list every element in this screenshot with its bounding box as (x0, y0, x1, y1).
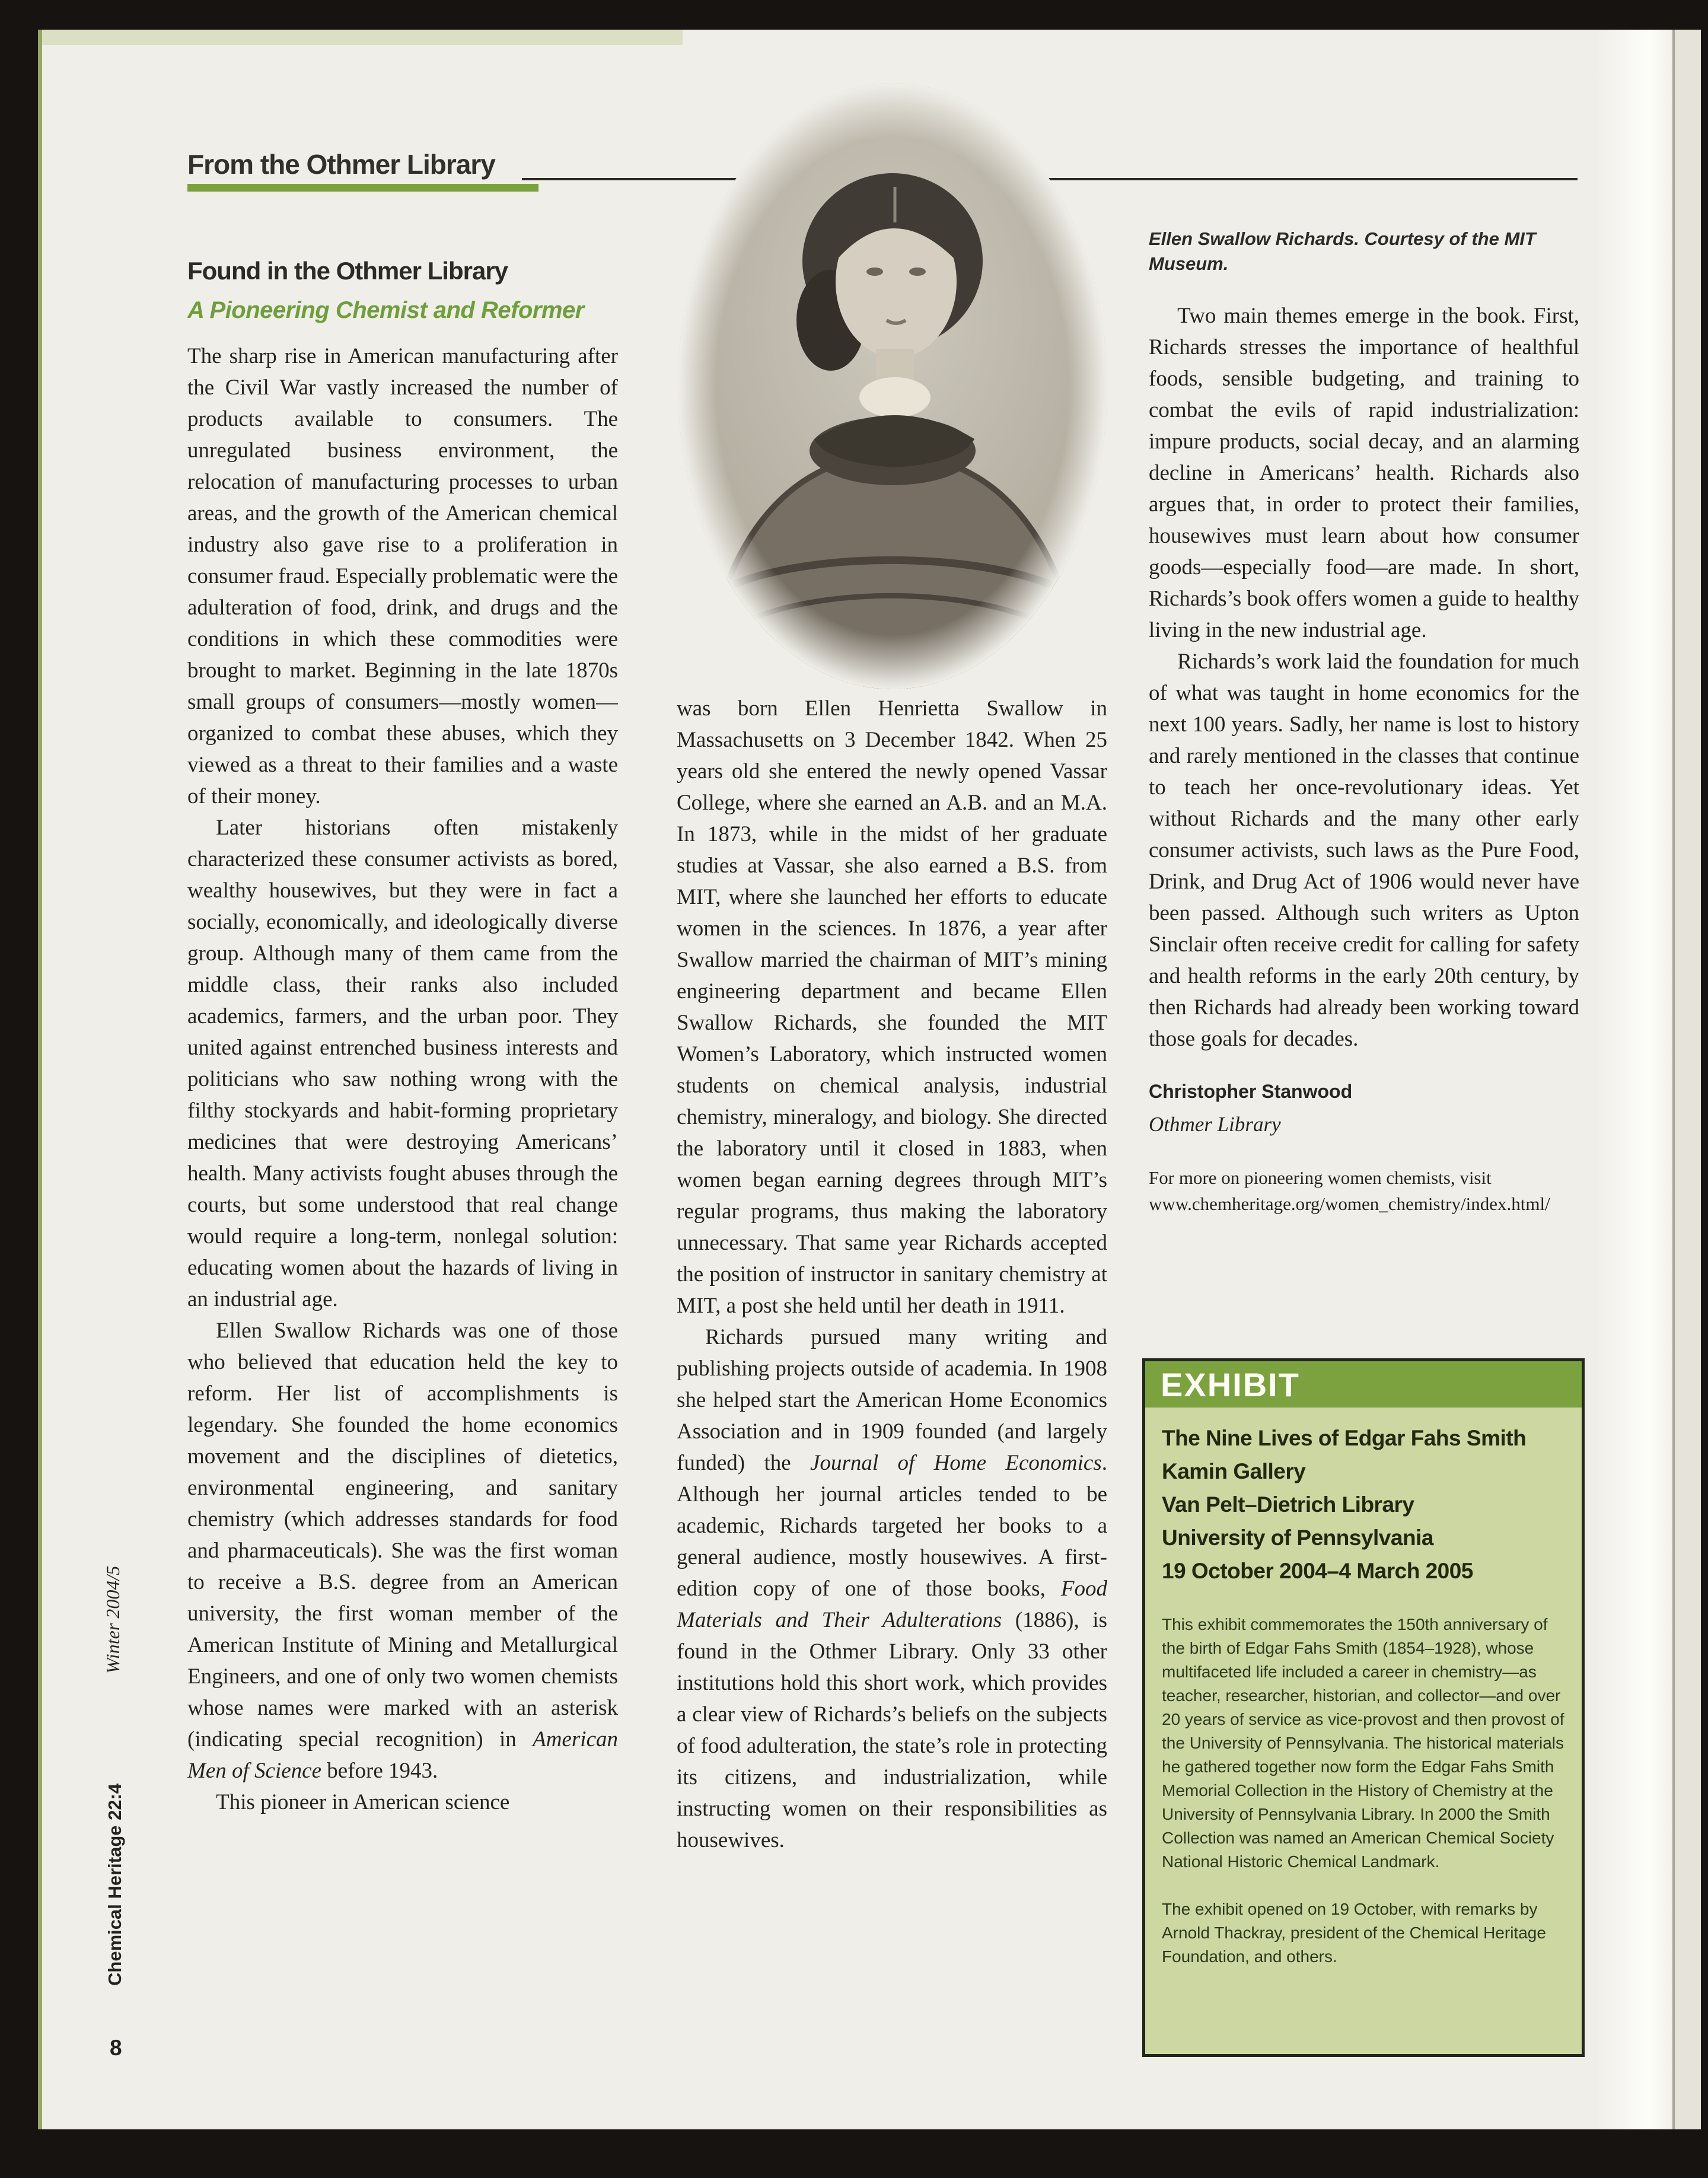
page-left-green-edge (38, 30, 42, 2129)
column-3 (1149, 227, 1579, 1217)
exhibit-title-lines (1145, 1408, 1582, 1588)
column-2-text (677, 693, 1107, 1856)
article-heading: Found in the Othmer Library (187, 257, 508, 285)
paragraph: Richards pursued many writing and publishing projects outside of academia. In 1908 she helped start the American Home Economics Association and in 1909 founded (and largely funded) the Journal of Home Economics. Although her journal articles tended to be academic, Richards targeted her books to a general audience, mostly housewives. A first-edition copy of one of those books, Food Materials and Their Adulterations (1886), is found in the Othmer Library. Only 33 other institutions hold this short work, which provides a clear view of Richards’s beliefs on the subjects of food adulteration, the state’s role in protecting its citizens, and industrialization, while instructing women on their responsibilities as housewives. (677, 1325, 1107, 1852)
paragraph: Richards’s work laid the foundation for much of what was taught in home economics for the next 100 years. Sadly, her name is lost to history and rarely mentioned in the classes that continue to teach her once-revolutionary ideas. Yet without Richards and the many other early consumer activists, such laws as the Pure Food, Drink, and Drug Act of 1906 would never have been passed. Although such writers as Upton Sinclair often receive credit for calling for safety and health reforms in the early 20th century, by then Richards had already been working toward those goals for decades. (1149, 649, 1579, 1051)
column-2 (677, 693, 1107, 2093)
exhibit-header-bar (1145, 1361, 1582, 1408)
sidebar-issue-label: Winter 2004/5 (102, 1565, 123, 1674)
paragraph: This pioneer in American science (216, 1790, 510, 1814)
portrait-photo (678, 83, 1107, 689)
page-number: 8 (110, 2036, 122, 2060)
portrait-illustration (678, 83, 1107, 689)
exhibit-title-line: University of Pennsylvania (1162, 1526, 1433, 1550)
exhibit-title-line: 19 October 2004–4 March 2005 (1162, 1559, 1473, 1583)
column-1-text (187, 340, 618, 1818)
page-top-tint-strip (42, 30, 683, 45)
section-title: From the Othmer Library (187, 149, 495, 180)
byline-affiliation: Othmer Library (1149, 1113, 1281, 1136)
header-green-underline (187, 184, 538, 192)
paragraph: This exhibit commemorates the 150th anniversary of the birth of Edgar Fahs Smith (1854–1928), whose multifaceted life included a career in chemistry—as teacher, researcher, historian, and collector—and over 20 years of service as vice-provost and then provost of the University of Pennsylvania. The historical materials he gathered together now form the Edgar Fahs Smith Memorial Collection in the History of Chemistry at the University of Pennsylvania Library. In 2000 the Smith Collection was named an American Chemical Society National Historic Chemical Landmark. (1162, 1615, 1564, 1871)
exhibit-box (1142, 1358, 1585, 2057)
more-info-note: For more on pioneering women chemists, visit www.chemheritage.org/women_chemistry/index.html/ (1149, 1167, 1550, 1214)
paragraph: Two main themes emerge in the book. First, Richards stresses the importance of healthful foods, sensible budgeting, and training to combat the evils of rapid industrialization: impure products, social decay, and an alarming decline in Americans’ health. Richards also argues that, in order to protect their families, housewives must learn about how consumer goods—especially food—are made. In short, Richards’s book offers women a guide to healthy living in the new industrial age. (1149, 304, 1579, 642)
paragraph: Ellen Swallow Richards was one of those who believed that education held the key to reform. Her list of accomplishments is legendary. She founded the home economics movement and the disciplines of dietetics, environmental engineering, and sanitary chemistry (which addresses standards for food and pharmaceuticals). She was the first woman to receive a B.S. degree from an American university, the first woman member of the American Institute of Mining and Metallurgical Engineers, and one of only two women chemists whose names were marked with an asterisk (indicating special recognition) in American Men of Science before 1943. (187, 1319, 618, 1783)
byline-author: Christopher Stanwood (1149, 1081, 1353, 1102)
paragraph: The sharp rise in American manufacturing after the Civil War vastly increased the number of products available to consumers. The unregulated business environment, the relocation of manufacturing processes to urban areas, and the growth of the American chemical industry also gave rise to a proliferation in consumer fraud. Especially problematic were the adulteration of food, drink, and drugs and the conditions in which these commodities were brought to market. Beginning in the late 1870s small groups of consumers—mostly women—organized to combat these abuses, which they viewed as a threat to their families and a waste of their money. (187, 344, 618, 808)
exhibit-title-line: Van Pelt–Dietrich Library (1162, 1492, 1414, 1517)
exhibit-title-line: Kamin Gallery (1162, 1459, 1306, 1483)
exhibit-title-line: The Nine Lives of Edgar Fahs Smith (1162, 1426, 1527, 1450)
exhibit-label: EXHIBIT (1161, 1365, 1300, 1403)
exhibit-body-text (1145, 1588, 1582, 1969)
column-3-text (1149, 300, 1579, 1055)
column-1 (187, 255, 618, 2088)
paragraph: Later historians often mistakenly characterized these consumer activists as bored, wealthy housewives, but they were in fact a socially, economically, and ideologically diverse group. Although many of them came from the middle class, their ranks also included academics, farmers, and the urban poor. They united against entrenched business interests and politicians who saw nothing wrong with the filthy stockyards and habit-forming proprietary medicines that were destroying Americans’ health. Many activists fought abuses through the courts, but some understood that real change would require a long-term, nonlegal solution: educating women about the hazards of living in an industrial age. (187, 816, 618, 1311)
adjacent-page-edge (1672, 30, 1701, 2129)
article-subheading: A Pioneering Chemist and Reformer (187, 297, 584, 323)
page-curl-highlight (1595, 30, 1672, 2129)
photo-caption: Ellen Swallow Richards. Courtesy of the MIT Museum. (1149, 228, 1536, 274)
paragraph: The exhibit opened on 19 October, with remarks by Arnold Thackray, president of the Chemical Heritage Foundation, and others. (1162, 1900, 1546, 1966)
paragraph: was born Ellen Henrietta Swallow in Massachusetts on 3 December 1842. When 25 years old she entered the newly opened Vassar College, where she earned an A.B. and an M.A. In 1873, while in the midst of her graduate studies at Vassar, she also earned a B.S. from MIT, where she launched her efforts to educate women in the sciences. In 1876, a year after Swallow married the chairman of MIT’s mining engineering department and became Ellen Swallow Richards, she founded the MIT Women’s Laboratory, which instructed women students on chemical analysis, industrial chemistry, mineralogy, and biology. She directed the laboratory until it closed in 1883, when women began earning degrees through MIT’s regular programs, thus making the laboratory unnecessary. That same year Richards accepted the position of instructor in sanitary chemistry at MIT, a post she held until her death in 1911. (677, 696, 1107, 1318)
sidebar-journal-label: Chemical Heritage 22:4 (104, 1783, 125, 1986)
